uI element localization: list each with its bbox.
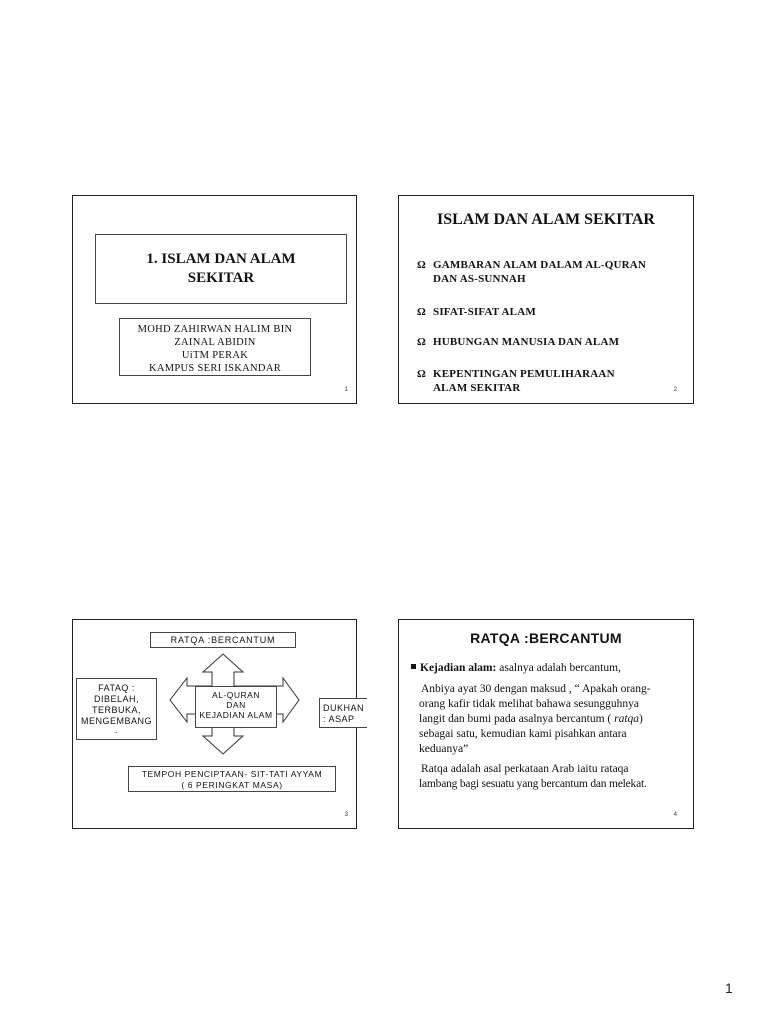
para1-line: Anbiya ayat 30 dengan maksud , “ Apakah orang- xyxy=(421,683,651,695)
para2-line: Ratqa adalah asal perkataan Arab iaitu rataqa xyxy=(421,763,629,775)
bullet-item xyxy=(417,367,615,395)
dukhan-box xyxy=(319,698,367,728)
slide-title: RATQA :BERCANTUM xyxy=(470,630,622,646)
omega-bullet-icon: Ω xyxy=(417,336,427,348)
center-box xyxy=(195,686,277,728)
slide-number: 1 xyxy=(344,387,348,393)
slide-title-line-1: 1. ISLAM DAN ALAM xyxy=(146,251,296,267)
slide-number: 3 xyxy=(344,812,348,818)
ratqa-label: RATQA :BERCANTUM xyxy=(170,635,276,645)
para1-text: langit dan bumi pada asalnya bercantum ( xyxy=(419,713,615,725)
bullet-text: ALAM SEKITAR xyxy=(433,382,521,394)
dukhan-line: DUKHAN xyxy=(323,703,365,713)
omega-bullet-icon: Ω xyxy=(417,368,427,380)
omega-bullet-icon: Ω xyxy=(417,259,427,271)
author-line: ZAINAL ABIDIN xyxy=(174,337,256,348)
slide-title-line-2: SEKITAR xyxy=(187,270,255,286)
fataq-line: FATAQ : xyxy=(98,683,135,693)
tempoh-line: ( 6 PERINGKAT MASA) xyxy=(181,780,283,790)
slide-3 xyxy=(72,619,365,829)
para1-text: ) xyxy=(639,713,643,725)
bullet-text: SIFAT-SIFAT ALAM xyxy=(433,306,536,318)
slide-4 xyxy=(398,619,694,829)
bullet-item xyxy=(411,662,621,674)
fataq-line: DIBELAH, xyxy=(93,694,139,704)
center-line: KEJADIAN ALAM xyxy=(199,710,273,720)
slide-title: ISLAM DAN ALAM SEKITAR xyxy=(437,211,655,228)
bullet-text: KEPENTINGAN PEMULIHARAAN xyxy=(433,368,615,380)
dukhan-line: : ASAP xyxy=(323,714,355,724)
bullet-text: asalnya adalah bercantum, xyxy=(496,662,621,674)
fataq-box xyxy=(76,678,157,740)
bullet-text: HUBUNGAN MANUSIA DAN ALAM xyxy=(433,336,620,348)
title-box xyxy=(95,234,347,304)
fataq-line: TERBUKA, xyxy=(91,705,141,715)
author-line: KAMPUS SERI ISKANDAR xyxy=(148,363,282,374)
bullet-text: GAMBARAN ALAM DALAM AL-QURAN xyxy=(433,259,647,271)
page-number: 1 xyxy=(725,980,733,996)
para1-line: orang kafir tidak melihat bahawa sesungguhnya xyxy=(419,698,640,710)
tempoh-line: TEMPOH PENCIPTAAN- SIT-TATI AYYAM xyxy=(141,769,323,779)
bullet-item xyxy=(417,306,536,318)
center-line: AL-QURAN xyxy=(212,690,260,700)
author-line: UiTM PERAK xyxy=(181,350,249,361)
para1-line: sebagai satu, kemudian kami pisahkan antara xyxy=(419,728,627,740)
bullet-label: Kejadian alam: xyxy=(420,662,497,674)
para1-italic: ratqa xyxy=(614,713,640,725)
bullet-item xyxy=(417,258,646,286)
author-box xyxy=(119,318,311,376)
tempoh-box xyxy=(128,766,336,792)
para2-line: lambang bagi sesuatu yang bercantum dan melekat. xyxy=(419,778,647,790)
slide-number: 2 xyxy=(673,387,677,393)
para1-line xyxy=(419,713,643,725)
omega-bullet-icon: Ω xyxy=(417,306,427,318)
para1-line: keduanya” xyxy=(419,743,469,755)
slide-number: 4 xyxy=(673,812,677,818)
bullet-item xyxy=(417,336,619,348)
author-line: MOHD ZAHIRWAN HALIM BIN xyxy=(137,324,293,335)
square-bullet-icon xyxy=(411,664,416,669)
bullet-text: DAN AS-SUNNAH xyxy=(433,273,526,285)
slide-1 xyxy=(72,195,357,404)
fataq-line: . xyxy=(114,725,118,735)
fataq-line: MENGEMBANG xyxy=(80,716,152,726)
center-line: DAN xyxy=(226,700,246,710)
slide-2 xyxy=(398,195,694,404)
